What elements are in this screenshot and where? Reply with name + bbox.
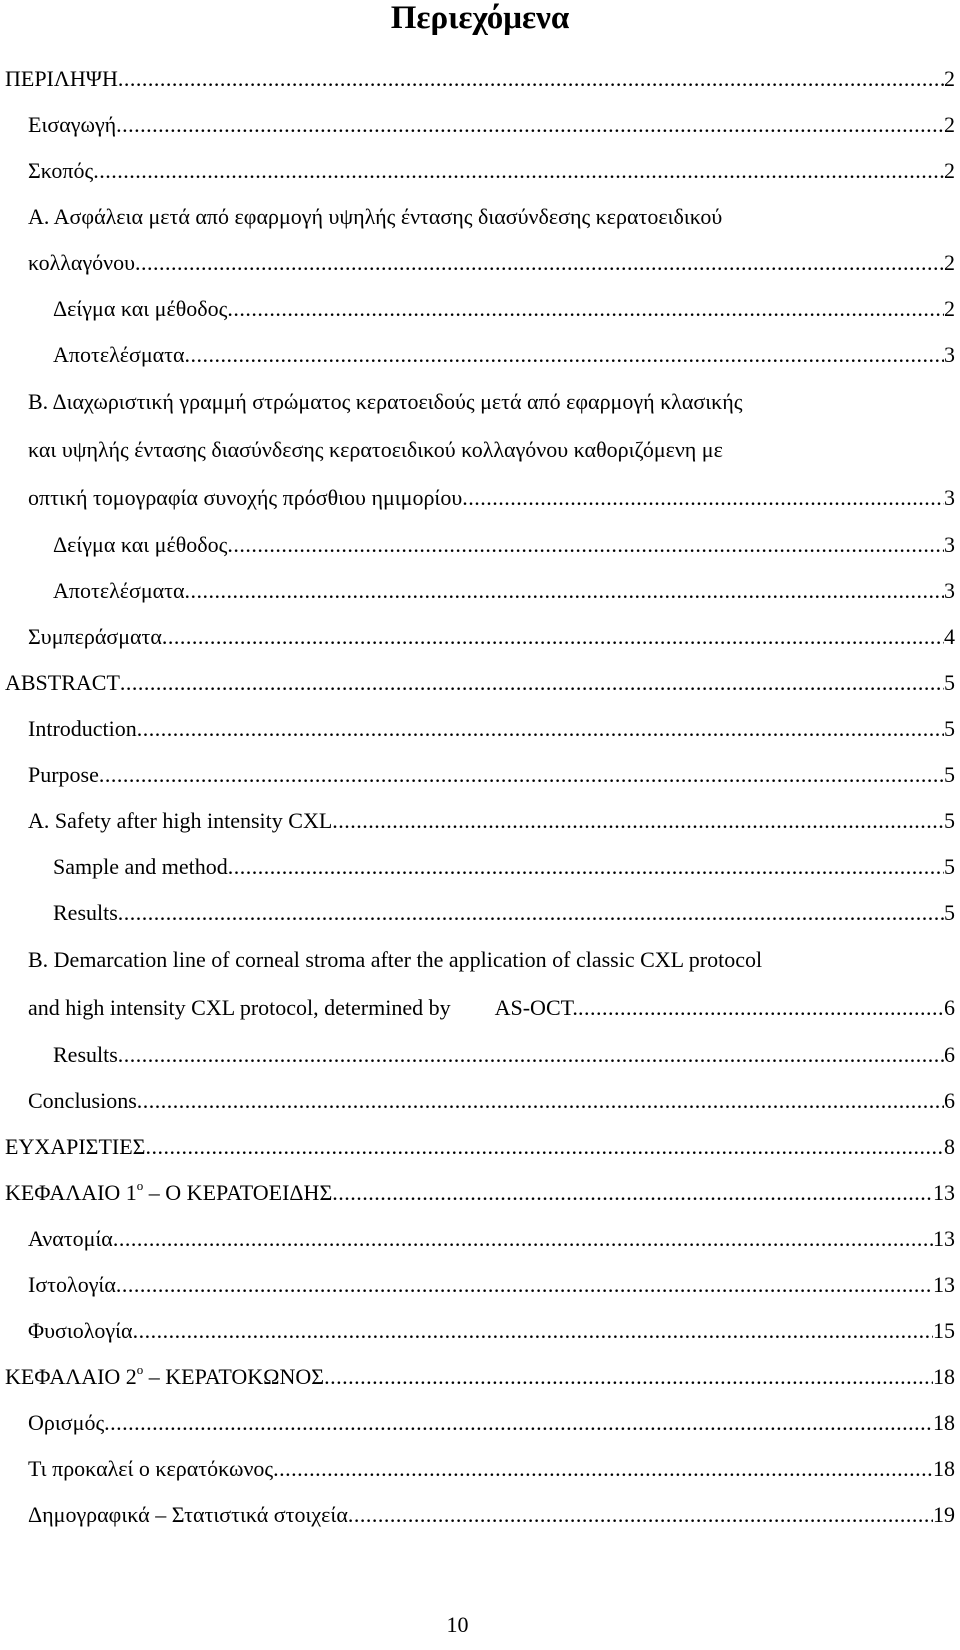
- toc-dot-leader: [462, 474, 944, 522]
- toc-entry-text: Δείγμα και μέθοδος: [53, 532, 228, 557]
- toc-entry-text: A. Safety after high intensity CXL: [28, 808, 333, 833]
- toc-entry-dimografika[interactable]: [0, 1492, 955, 1538]
- toc-entry-efcharisties[interactable]: [0, 1124, 955, 1170]
- toc-entry-text: Δημογραφικά – Στατιστικά στοιχεία: [28, 1502, 348, 1527]
- toc-entry-orismos[interactable]: [0, 1400, 955, 1446]
- toc-dot-leader: [137, 1078, 944, 1124]
- toc-page-number: 18: [933, 1456, 955, 1481]
- toc-entry-abstract[interactable]: [0, 660, 955, 706]
- toc-entry-text-pre: ΚΕΦΑΛΑΙΟ 1: [5, 1180, 137, 1205]
- toc-entry-text: Sample and method: [53, 854, 228, 879]
- toc-page-number: 6: [944, 995, 955, 1020]
- toc-dot-leader: [227, 522, 944, 568]
- toc-entry-text-post: – Ο ΚΕΡΑΤΟΕΙΔΗΣ: [143, 1180, 333, 1205]
- toc-entry-text-line: B. Demarcation line of corneal stroma after the application of classic CXL protocol: [28, 947, 763, 972]
- toc-page-number: 2: [944, 66, 955, 91]
- toc-entry-text: Σκοπός: [28, 158, 94, 183]
- toc-entry-text: ΕΥΧΑΡΙΣΤΙΕΣ: [5, 1134, 146, 1159]
- toc-dot-leader: [332, 1170, 933, 1216]
- toc-entry-kefalaio-1[interactable]: [0, 1170, 955, 1216]
- toc-entry-text: Ανατομία: [28, 1226, 113, 1251]
- toc-page-number: 18: [933, 1364, 955, 1389]
- toc-page-number: 6: [944, 1088, 955, 1113]
- ordinal-superscript: ο: [136, 1361, 144, 1377]
- toc-entry-apotelesmata-b[interactable]: [0, 568, 955, 614]
- toc-entry-kefalaio-2[interactable]: [0, 1354, 955, 1400]
- toc-dot-leader: [99, 752, 944, 798]
- toc-dot-leader: [324, 1354, 933, 1400]
- toc-entry-istologia[interactable]: [0, 1262, 955, 1308]
- toc-dot-leader: [113, 1216, 933, 1262]
- toc-entry-anatomia[interactable]: [0, 1216, 955, 1262]
- toc-entry-text: Purpose: [28, 762, 99, 787]
- toc-page-number: 13: [933, 1226, 955, 1251]
- toc-page-number: 3: [944, 532, 955, 557]
- toc-entry-introduction[interactable]: [0, 706, 955, 752]
- toc-dot-leader: [120, 660, 944, 706]
- toc-page-number: 15: [933, 1318, 955, 1343]
- toc-page-number: 2: [944, 158, 955, 183]
- toc-page-number: 13: [933, 1272, 955, 1297]
- toc-page-number: 6: [944, 1042, 955, 1067]
- toc-page-number: 19: [933, 1502, 955, 1527]
- toc-entry-text-pre: ΚΕΦΑΛΑΙΟ 2: [5, 1364, 137, 1389]
- toc-dot-leader: [118, 56, 944, 102]
- page-title: Περιεχόμενα: [390, 0, 570, 36]
- toc-dot-leader: [145, 1124, 944, 1170]
- toc-entry-results-a[interactable]: [0, 890, 955, 936]
- toc-dot-leader: [133, 1308, 933, 1354]
- toc-entry-text: Φυσιολογία: [28, 1318, 133, 1343]
- toc-dot-leader: [162, 614, 944, 660]
- toc-dot-leader: [227, 286, 944, 332]
- toc-entry-text-line: και υψηλής έντασης διασύνδεσης κερατοειδικού κολλαγόνου καθοριζόμενη με: [28, 437, 723, 462]
- toc-entry-section-a-greek[interactable]: [0, 194, 955, 286]
- toc-dot-leader: [116, 102, 944, 148]
- toc-entry-perilipsi[interactable]: [0, 56, 955, 102]
- toc-page-number: 2: [944, 112, 955, 137]
- toc-page-number: 5: [944, 900, 955, 925]
- toc-page-number: 5: [944, 716, 955, 741]
- toc-entry-text: Συμπεράσματα: [28, 624, 162, 649]
- toc-dot-leader: [118, 890, 944, 936]
- toc-entry-text: Αποτελέσματα: [53, 578, 185, 603]
- toc-page-number: 5: [944, 854, 955, 879]
- toc-page-number: 4: [944, 624, 955, 649]
- toc-entry-ti-prokalei[interactable]: [0, 1446, 955, 1492]
- toc-page-number: 5: [944, 670, 955, 695]
- page-number-footer: 10: [446, 1612, 469, 1637]
- toc-entry-text: οπτική τομογραφία συνοχής πρόσθιου ημιμορίου: [28, 485, 463, 510]
- table-of-contents: [0, 56, 955, 1538]
- toc-entry-demarcation[interactable]: [0, 936, 955, 1032]
- toc-entry-symperasmata[interactable]: [0, 614, 955, 660]
- toc-entry-purpose[interactable]: [0, 752, 955, 798]
- toc-entry-deigma-b[interactable]: [0, 522, 955, 568]
- toc-page-number: 3: [944, 578, 955, 603]
- toc-entry-text: ΠΕΡΙΛΗΨΗ: [5, 66, 118, 91]
- toc-entry-text: ABSTRACT: [5, 670, 120, 695]
- toc-entry-text: Αποτελέσματα: [53, 342, 185, 367]
- toc-page-number: 2: [944, 250, 955, 275]
- toc-dot-leader: [185, 568, 944, 614]
- toc-entry-text: Εισαγωγή: [28, 112, 117, 137]
- toc-page-number: 18: [933, 1410, 955, 1435]
- toc-page-number: 3: [944, 485, 955, 510]
- toc-dot-leader: [137, 706, 944, 752]
- toc-page-number: 5: [944, 762, 955, 787]
- toc-entry-text: Τι προκαλεί ο κερατόκωνος: [28, 1456, 274, 1481]
- toc-dot-leader: [135, 240, 944, 286]
- toc-entry-text-line: Α. Ασφάλεια μετά από εφαρμογή υψηλής έντασης διασύνδεσης κερατοειδικού: [28, 204, 723, 229]
- toc-dot-leader: [228, 844, 944, 890]
- toc-dot-leader: [116, 1262, 933, 1308]
- toc-dot-leader: [185, 332, 944, 378]
- toc-entry-fysiologia[interactable]: [0, 1308, 955, 1354]
- toc-entry-eisagogi[interactable]: [0, 102, 955, 148]
- toc-page-number: 8: [944, 1134, 955, 1159]
- toc-entry-text: κολλαγόνου: [28, 250, 136, 275]
- toc-dot-leader: [273, 1446, 933, 1492]
- toc-page-number: 3: [944, 342, 955, 367]
- toc-entry-text-post: – ΚΕΡΑΤΟΚΩΝΟΣ: [143, 1364, 325, 1389]
- toc-entry-text: Ιστολογία: [28, 1272, 116, 1297]
- toc-dot-leader: [118, 1032, 944, 1078]
- toc-entry-skopos[interactable]: [0, 148, 955, 194]
- toc-page-number: 5: [944, 808, 955, 833]
- toc-dot-leader: [348, 1492, 933, 1538]
- toc-entry-safety[interactable]: [0, 798, 955, 844]
- toc-entry-text: Conclusions: [28, 1088, 137, 1113]
- toc-entry-text: [5, 1170, 332, 1216]
- toc-entry-deigma-a[interactable]: [0, 286, 955, 332]
- toc-entry-text: and high intensity CXL protocol, determined by: [28, 995, 451, 1020]
- toc-dot-leader: [104, 1400, 933, 1446]
- toc-page-number: 2: [944, 296, 955, 321]
- toc-entry-text: Results: [53, 1042, 118, 1067]
- toc-entry-text-abbrev: AS-OCT.: [494, 995, 578, 1020]
- toc-entry-text: [5, 1354, 324, 1400]
- toc-entry-text: Ορισμός: [28, 1410, 105, 1435]
- toc-page-number: 13: [933, 1180, 955, 1205]
- toc-dot-leader: [93, 148, 944, 194]
- toc-entry-apotelesmata-a[interactable]: [0, 332, 955, 378]
- toc-entry-section-b-greek[interactable]: [0, 378, 955, 522]
- toc-entry-text-line: Β. Διαχωριστική γραμμή στρώματος κερατοειδούς μετά από εφαρμογή κλασικής: [28, 389, 743, 414]
- toc-entry-text: Introduction: [28, 716, 137, 741]
- toc-entry-results-b[interactable]: [0, 1032, 955, 1078]
- toc-entry-sample-method[interactable]: [0, 844, 955, 890]
- ordinal-superscript: ο: [136, 1177, 144, 1193]
- toc-dot-leader: [578, 984, 944, 1032]
- toc-dot-leader: [332, 798, 944, 844]
- toc-entry-conclusions[interactable]: [0, 1078, 955, 1124]
- toc-entry-text: Results: [53, 900, 118, 925]
- toc-entry-text: Δείγμα και μέθοδος: [53, 296, 228, 321]
